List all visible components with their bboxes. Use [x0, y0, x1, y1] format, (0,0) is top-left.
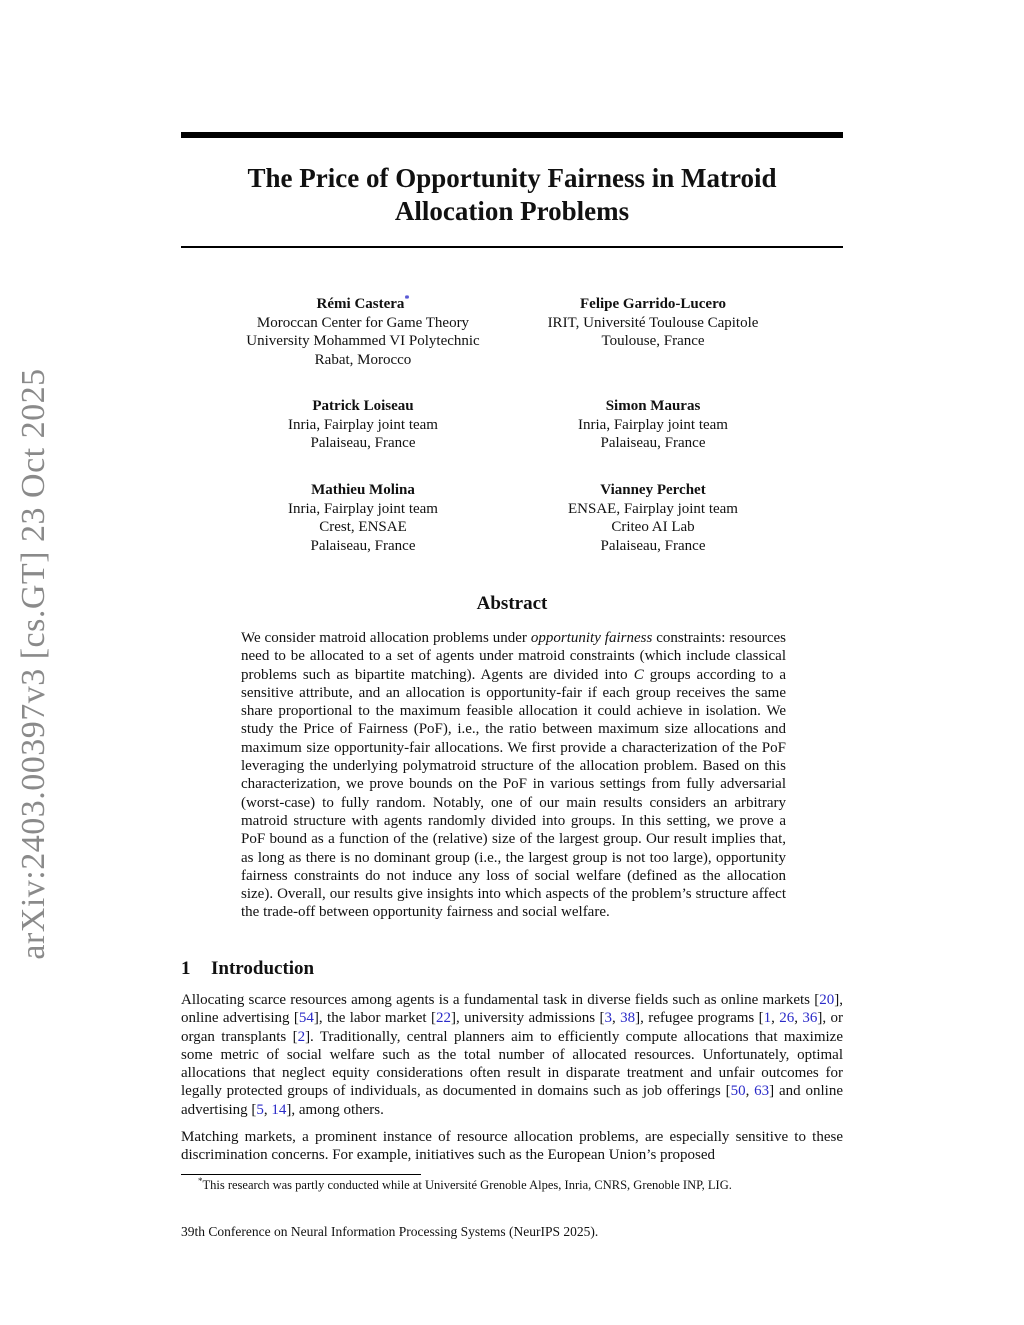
author-name: Vianney Perchet [600, 482, 706, 498]
author-card [198, 295, 528, 369]
section-title: Introduction [211, 958, 315, 979]
footnote-rule [181, 1174, 421, 1175]
citation-link[interactable]: 3 [604, 1010, 612, 1027]
author-card [488, 397, 818, 453]
author-card [198, 481, 528, 555]
author-name: Patrick Loiseau [312, 398, 414, 414]
author-affiliation: Inria, Fairplay joint team [288, 416, 438, 433]
author-affiliation: ENSAE, Fairplay joint team [568, 500, 738, 517]
citation-link[interactable]: 63 [754, 1083, 770, 1100]
citation-link[interactable]: 50 [730, 1083, 746, 1100]
paper-title [181, 162, 843, 228]
author-affiliation: University Mohammed VI Polytechnic [246, 333, 480, 349]
citation-link[interactable]: 20 [819, 992, 835, 1008]
author-name: Simon Mauras [605, 398, 701, 414]
section-number: 1 [181, 958, 191, 979]
footnote [198, 1175, 732, 1193]
author-affiliation: Inria, Fairplay joint team [578, 416, 728, 433]
arxiv-identifier: arXiv:2403.00397v3 [cs.GT] 23 Oct 2025 [15, 368, 52, 960]
citation-link[interactable]: 54 [298, 1010, 314, 1027]
citation-link[interactable]: 14 [271, 1101, 287, 1118]
author-affiliation: Palaiseau, France [600, 537, 706, 554]
intro-paragraph: Allocating scarce resources among agents is a fundamental task in diverse fields such as online markets [20], online advertising [54], the labor market [22], university admissions [3, 38], refugee programs [1, 26, 36], or organ transplants [2]. Traditionally, central planners aim to efficiently compute allocations that maximize some metric of social welfare such as the total number of allocated resources. Unfortunately, optimal allocations that neglect equity considerations often result in disparate treatment and unfair outcomes for legally protected groups of individuals, as documented in domains such as job offerings [50, 63] and online advertising [5, 14], among others. [181, 992, 844, 1118]
author-card [198, 397, 528, 453]
author-name: Rémi Castera [316, 296, 405, 312]
author-name: Felipe Garrido-Lucero [580, 296, 726, 312]
venue-footer: 39th Conference on Neural Information Processing Systems (NeurIPS 2025). [181, 1224, 599, 1239]
author-affiliation: Palaiseau, France [310, 537, 416, 554]
intro-paragraph: Matching markets, a prominent instance of resource allocation problems, are especially sensitive to these discrimination concerns. For example, initiatives such as the European Union’s proposed [181, 1129, 843, 1164]
section-heading [181, 958, 314, 980]
author-affiliation: Moroccan Center for Game Theory [256, 314, 470, 331]
author-card [488, 481, 818, 555]
author-affiliation: IRIT, Université Toulouse Capitole [547, 314, 759, 331]
footnote-marker-link[interactable]: * [404, 294, 410, 305]
title-line-2: Allocation Problems [394, 196, 630, 226]
citation-link[interactable]: 38 [620, 1010, 636, 1027]
author-affiliation: Toulouse, France [601, 333, 705, 349]
title-bottom-rule [181, 246, 843, 248]
citation-link[interactable]: 22 [435, 1010, 451, 1027]
abstract-text: We consider matroid allocation problems under opportunity fairness constraints: resources need to be allocated to a set of agents under matroid constraints (which include classical problems such as bipartite matching). Agents are divided into C groups according to a sensitive attribute, and an allocation is opportunity-fair if each group receives the same share proportional to the maximum feasible allocation it could achieve in isolation. We study the Price of Fairness (PoF), i.e., the ratio between maximum size allocations and maximum size opportunity-fair allocations. We first provide a characterization of the PoF leveraging the underlying polymatroid structure of the allocation problem. Based on this characterization, we prove bounds on the PoF in various settings from fully adversarial (worst-case) to fully random. Notably, one of our main results considers an arbitrary matroid structure with agents randomly divided into groups. In this setting, we prove a PoF bound as a function of the (relative) size of the largest group. Our result implies that, as long as there is no dominant group (i.e., the largest group is not too large), opportunity fairness constraints do not induce any loss of social welfare (defined as the allocation size). Overall, our results give insights into which aspects of the problem’s structure affect the trade-off between opportunity fairness and social welfare. [241, 630, 787, 921]
author-affiliation: Palaiseau, France [310, 435, 416, 451]
title-top-rule [181, 132, 843, 138]
footnote-text: This research was partly conducted while at Université Grenoble Alpes, Inria, CNRS, Grenoble INP, LIG. [202, 1178, 732, 1192]
citation-link[interactable]: 5 [256, 1101, 264, 1118]
author-affiliation: Rabat, Morocco [314, 351, 412, 368]
author-affiliation: Inria, Fairplay joint team [288, 500, 438, 517]
citation-link[interactable]: 36 [802, 1010, 818, 1027]
math-variable: C [633, 666, 644, 683]
citation-link[interactable]: 26 [779, 1010, 795, 1027]
author-affiliation: Palaiseau, France [600, 435, 706, 451]
author-affiliation: Crest, ENSAE [319, 519, 407, 535]
author-card [488, 295, 818, 351]
emphasis: opportunity fairness [530, 630, 653, 646]
title-line-1: The Price of Opportunity Fairness in Matroid [247, 163, 777, 193]
abstract-heading: Abstract [476, 593, 548, 614]
citation-link[interactable]: 2 [297, 1028, 306, 1045]
citation-link[interactable]: 1 [763, 1010, 772, 1027]
footnote-marker: * [198, 1175, 203, 1186]
author-name: Mathieu Molina [311, 482, 415, 498]
author-affiliation: Criteo AI Lab [611, 519, 695, 535]
